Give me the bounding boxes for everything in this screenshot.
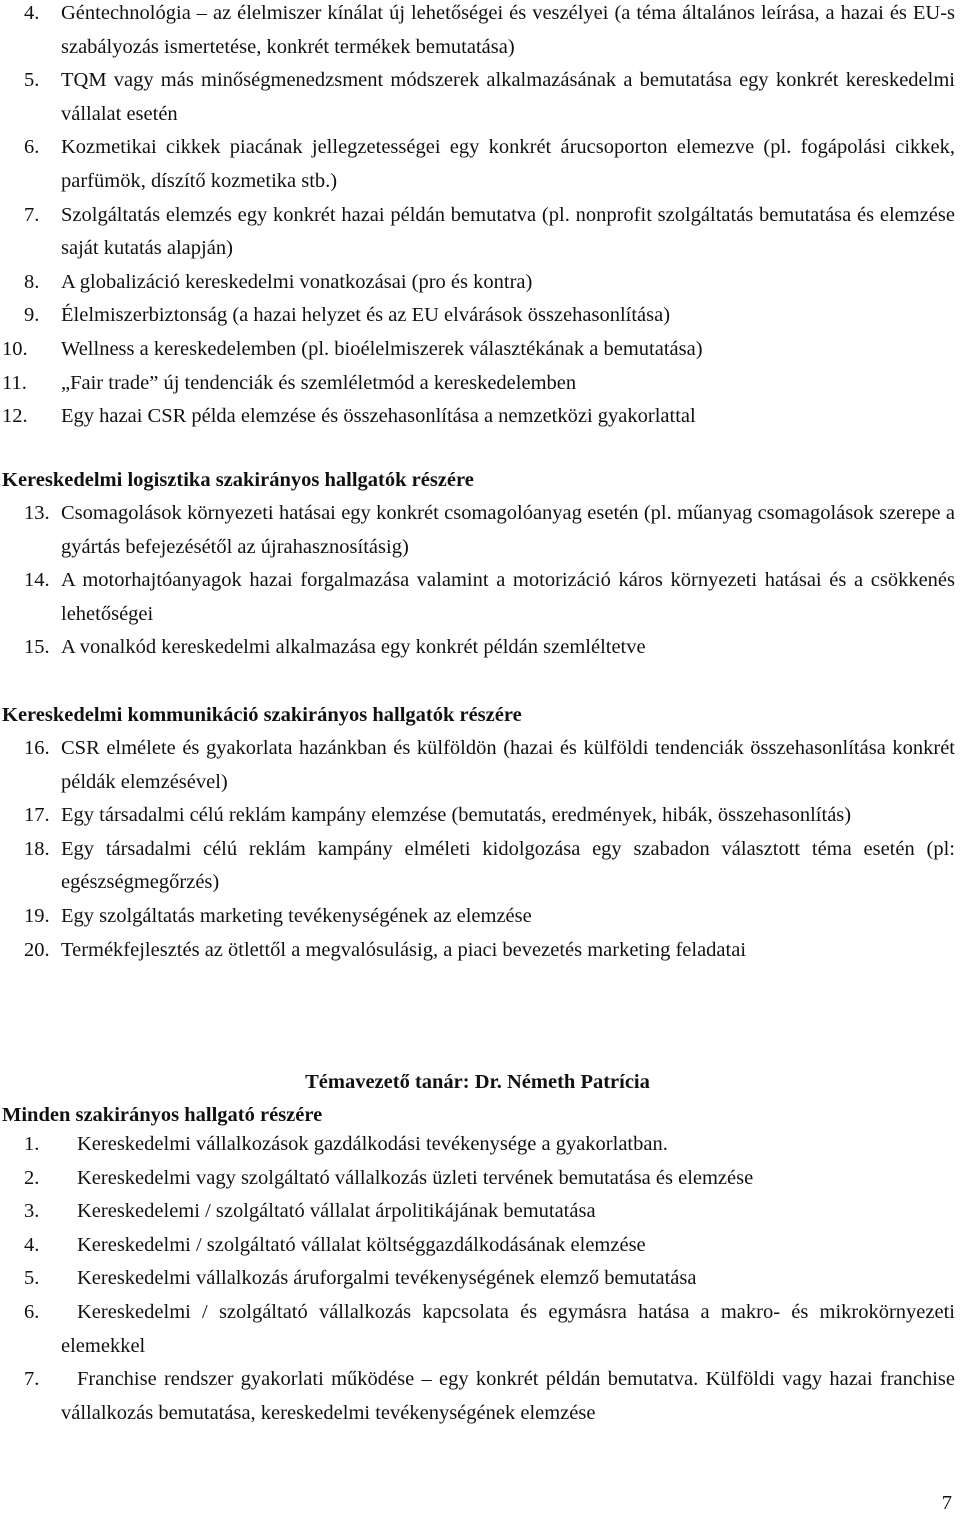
list-item (0, 266, 955, 300)
section-heading-all: Minden szakirányos hallgató részére (2, 1104, 323, 1126)
supervisor-title: Témavezető tanár: Dr. Németh Patrícia (305, 1071, 650, 1093)
item-text: Kozmetikai cikkek piacának jellegzetességei egy konkrét árucsoporton elemezve (pl. fogápolási cikkek, parfümök, díszítő kozmetika stb.) (61, 136, 955, 192)
item-text: Franchise rendszer gyakorlati működése – egy konkrét példán bemutatva. Külföldi vagy hazai franchise vállalkozás bemutatása, kereskedelmi tevékenységének elemzése (61, 1368, 955, 1424)
section-heading-communication: Kereskedelmi kommunikáció szakirányos hallgatók részére (2, 704, 522, 726)
list-item (0, 631, 955, 665)
item-number: 5. (24, 1267, 40, 1290)
item-number: 6. (24, 136, 40, 159)
item-text: Géntechnológia – az élelmiszer kínálat új lehetőségei és veszélyei (a téma általános leírása, a hazai és EU-s szabályozás ismertetése, konkrét termékek bemutatása) (61, 2, 955, 58)
item-number: 1. (24, 1133, 40, 1155)
item-number: 20. (24, 938, 50, 961)
item-number: 19. (24, 904, 50, 927)
item-text: A globalizáció kereskedelmi vonatkozásai (pro és kontra) (61, 270, 533, 293)
item-number: 2. (24, 1166, 40, 1189)
item-text: Egy szolgáltatás marketing tevékenységének az elemzése (61, 904, 532, 927)
item-number: 11. (2, 371, 27, 394)
list-item (0, 1229, 955, 1263)
item-text: „Fair trade” új tendenciák és szemléletmód a kereskedelemben (61, 371, 577, 394)
item-number: 7. (24, 203, 40, 226)
item-text: A vonalkód kereskedelmi alkalmazása egy konkrét példán szemléltetve (61, 636, 646, 659)
item-number: 18. (24, 837, 50, 860)
item-text: Kereskedelmi / szolgáltató vállalkozás kapcsolata és egymásra hatása a makro- és mikrokörnyezeti elemekkel (61, 1300, 955, 1357)
list-item (0, 1128, 955, 1162)
item-number: 6. (24, 1300, 40, 1323)
item-text: Egy hazai CSR példa elemzése és összehasonlítása a nemzetközi gyakorlattal (61, 405, 696, 428)
topic-list-all (0, 1128, 955, 1430)
item-text: Kereskedelemi / szolgáltató vállalat árpolitikájának bemutatása (77, 1200, 596, 1223)
topic-list-logistics (0, 497, 955, 665)
item-number: 16. (24, 737, 50, 759)
list-item (0, 0, 955, 64)
list-item (0, 1162, 955, 1196)
item-number: 9. (24, 304, 40, 327)
item-text: Egy társadalmi célú reklám kampány elemzése (bemutatás, eredmények, hibák, összehasonlítás) (61, 804, 852, 827)
item-number: 12. (2, 405, 28, 428)
item-text: Kereskedelmi vagy szolgáltató vállalkozás üzleti tervének bemutatása és elemzése (77, 1166, 754, 1189)
list-item (0, 367, 955, 401)
list-item (0, 1296, 955, 1363)
item-number: 7. (24, 1368, 40, 1391)
item-text: Termékfejlesztés az ötlettől a megvalósulásig, a piaci bevezetés marketing feladatai (61, 938, 747, 961)
item-text: CSR elmélete és gyakorlata hazánkban és külföldön (hazai és külföldi tendenciák összehasonlítása konkrét példák elemzésével) (61, 737, 955, 793)
item-number: 5. (24, 69, 40, 92)
item-number: 4. (24, 2, 40, 24)
item-number: 15. (24, 636, 50, 659)
page-number: 7 (941, 1492, 952, 1514)
list-item (0, 400, 955, 434)
topic-list-general (0, 0, 955, 434)
list-item (0, 799, 955, 833)
item-number: 8. (24, 270, 40, 293)
list-item (0, 1363, 955, 1430)
topic-list-communication (0, 732, 955, 967)
list-item (0, 564, 955, 631)
item-text: Szolgáltatás elemzés egy konkrét hazai példán bemutatva (pl. nonprofit szolgáltatás bemutatása és elemzése saját kutatás alapján) (61, 203, 955, 260)
list-item (0, 732, 955, 799)
item-number: 13. (24, 502, 50, 524)
item-text: Egy társadalmi célú reklám kampány elméleti kidolgozása egy szabadon választott téma esetén (pl: egészségmegőrzés) (61, 837, 955, 894)
list-item (0, 299, 955, 333)
item-number: 4. (24, 1233, 40, 1256)
item-text: Kereskedelmi vállalkozás áruforgalmi tevékenységének elemző bemutatása (77, 1267, 697, 1290)
list-item (0, 934, 955, 968)
list-item (0, 1195, 955, 1229)
list-item (0, 64, 955, 131)
item-text: Kereskedelmi vállalkozások gazdálkodási tevékenysége a gyakorlatban. (77, 1133, 668, 1155)
list-item (0, 1262, 955, 1296)
item-text: Élelmiszerbiztonság (a hazai helyzet és az EU elvárások összehasonlítása) (61, 304, 671, 327)
item-number: 10. (2, 337, 28, 360)
item-text: Kereskedelmi / szolgáltató vállalat költséggazdálkodásának elemzése (77, 1233, 646, 1256)
list-item (0, 833, 955, 900)
item-text: A motorhajtóanyagok hazai forgalmazása valamint a motorizáció káros környezeti hatásai és a csökkenés lehetőségei (61, 569, 955, 625)
list-item (0, 199, 955, 266)
list-item (0, 497, 955, 564)
item-number: 14. (24, 569, 50, 592)
item-number: 3. (24, 1200, 40, 1223)
item-text: TQM vagy más minőségmenedzsment módszerek alkalmazásának a bemutatása egy konkrét kereskedelmi vállalat esetén (61, 69, 955, 125)
list-item (0, 131, 955, 198)
item-text: Csomagolások környezeti hatásai egy konkrét csomagolóanyag esetén (pl. műanyag csomagolások szerepe a gyártás befejezésétől az újrahasznosításig) (61, 502, 955, 558)
item-number: 17. (24, 804, 50, 827)
section-heading-logistics: Kereskedelmi logisztika szakirányos hallgatók részére (2, 469, 474, 491)
list-item (0, 900, 955, 934)
list-item (0, 333, 955, 367)
item-text: Wellness a kereskedelemben (pl. bioélelmiszerek választékának a bemutatása) (61, 337, 703, 360)
